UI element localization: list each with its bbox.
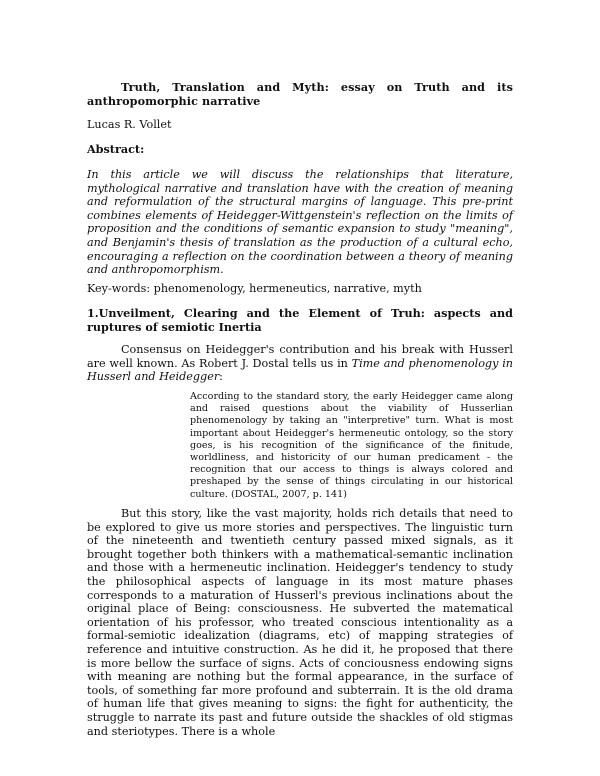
block-quote: According to the standard story, the early Heidegger came along and raised questions about the viability of Husserlian phenomenology by taking an "interpretive" turn. What is most important about Heidegger's hermeneutic ontology, so the story goes, is his recognition of the significance of the finitude, worldliness, and historicity of our human predicament - the recognition that our access to things is always colored and preshaped by the sense of things circulating in our historical culture. (DOSTAL, 2007, p. 141) [190, 391, 513, 500]
p1-book-title: Time and phenomenology in Husserl and Heidegger [87, 356, 513, 384]
section-heading: 1.Unveilment, Clearing and the Element of Truh: aspects and ruptures of semiotic Inertia [87, 306, 513, 334]
paper-title: Truth, Translation and Myth: essay on Truth and its anthropomorphic narrative [87, 80, 513, 108]
body-paragraph-2: But this story, like the vast majority, holds rich details that need to be explored to give us more stories and perspectives. The linguistic turn of the nineteenth and twentieth century passed mixed signals, as it brought together both thinkers with a mathematical-semantic inclination and those with a hermeneutic inclination. Heidegger's tendency to study the philosophical aspects of language in its most mature phases corresponds to a maturation of Husserl's previous inclinations about the original place of Being: consciousness. He subverted the matematical orientation of his professor, who treated conscious intentionality as a formal-semiotic idealization (diagrams, etc) of mapping strategies of reference and intuitive construction. As he did it, he proposed that there is more bellow the surface of signs. Acts of conciousness endowing signs with meaning are nothing but the formal appearance, in the surface of tools, of something far more profound and subterrain. It is the old drama of human life that gives meaning to signs: the fight for authenticity, the struggle to narrate its past and future outside the shackles of old stigmas and steriotypes. There is a whole [87, 507, 513, 738]
abstract-heading: Abstract: [87, 142, 145, 156]
keywords-line: Key-words: phenomenology, hermeneutics, narrative, myth [87, 282, 422, 295]
p1-end: : [219, 370, 223, 384]
p1-text: Consensus on Heidegger's contribution and his break with Husserl are well known. As Robert J. Dostal tells us in [87, 343, 513, 370]
author-name: Lucas R. Vollet [87, 118, 172, 131]
body-paragraph-1 [87, 343, 513, 384]
abstract-text: In this article we will discuss the relationships that literature, mythological narrative and translation have with the creation of meaning and reformulation of the structural margins of language. This pre-print combines elements of Heidegger-Wittgenstein's reflection on the limits of proposition and the conditions of semantic expansion to study "meaning", and Benjamin's thesis of translation as the production of a cultural echo, encouraging a reflection on the coordination between a theory of meaning and anthropomorphism. [87, 168, 513, 277]
